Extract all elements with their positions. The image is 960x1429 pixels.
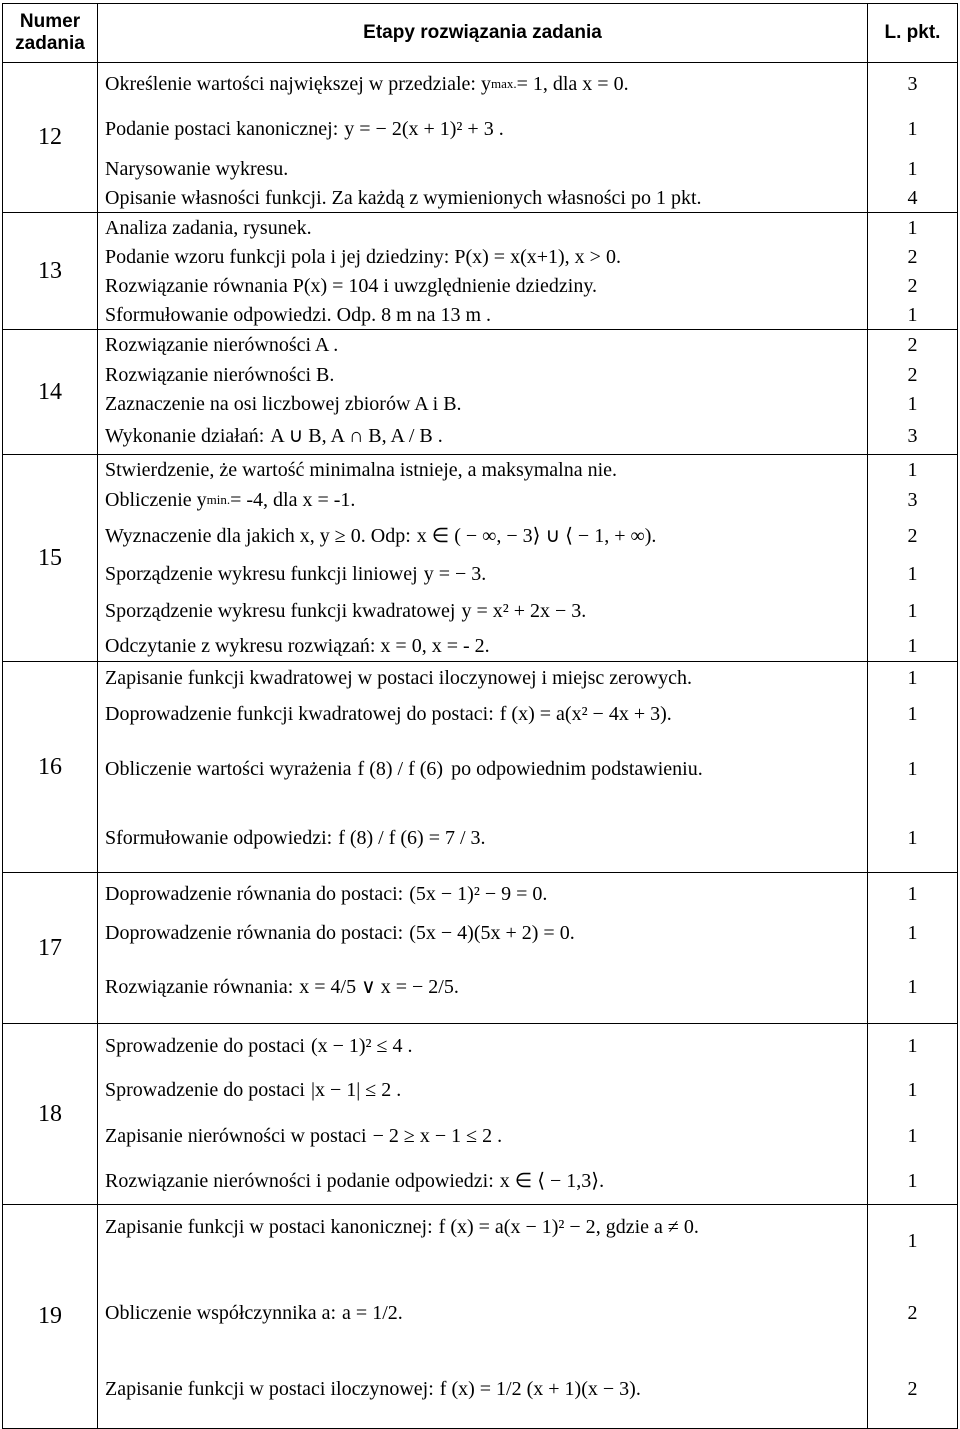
task-points: 1 2 2	[868, 1205, 958, 1429]
task-number: 14	[3, 330, 98, 455]
task-number: 17	[3, 873, 98, 1024]
task-points: 2 2 1 3	[868, 330, 958, 455]
stage-line: Odczytanie z wykresu rozwiązań: x = 0, x = - 2.	[105, 635, 490, 657]
stage-line: Sporządzenie wykresu funkcji liniowej y = − 3.	[105, 563, 487, 585]
stage-line: Obliczenie współczynnika a: a = 1/2.	[105, 1302, 403, 1324]
task-row-13	[3, 213, 958, 330]
stage-line: Obliczenie wartości wyrażenia f (8) / f (6) po odpowiednim podstawieniu.	[105, 758, 703, 780]
stage-line: Doprowadzenie równania do postaci: (5x − 4)(5x + 2) = 0.	[105, 922, 575, 944]
stage-line: Zapisanie funkcji w postaci iloczynowej: f (x) = 1/2 (x + 1)(x − 3).	[105, 1377, 641, 1400]
stage-line: Sprowadzenie do postaci (x − 1)² ≤ 4 .	[105, 1034, 413, 1057]
stage-line: Rozwiązanie nierówności A .	[105, 334, 339, 356]
stage-line: Opisanie własności funkcji. Za każdą z wymienionych własności po 1 pkt.	[105, 186, 702, 209]
points-header: L. pkt.	[868, 4, 958, 63]
task-row-16	[3, 662, 958, 873]
task-stages	[98, 1024, 868, 1205]
stage-line: Określenie wartości największej w przedziale: y max. = 1, dla x = 0.	[105, 72, 629, 95]
stage-line: Rozwiązanie równania: x = 4/5 ∨ x = − 2/5.	[105, 976, 459, 998]
task-number: 18	[3, 1024, 98, 1205]
task-points: 3 1 1 4	[868, 63, 958, 213]
task-stages	[98, 455, 868, 662]
stage-line: Doprowadzenie funkcji kwadratowej do postaci: f (x) = a(x² − 4x + 3).	[105, 703, 672, 725]
task-stages	[98, 662, 868, 873]
stage-line: Sprowadzenie do postaci |x − 1| ≤ 2 .	[105, 1079, 402, 1101]
stage-line: Podanie wzoru funkcji pola i jej dziedziny: P(x) = x(x+1), x > 0.	[105, 245, 621, 268]
stage-line: Rozwiązanie równania P(x) = 104 i uwzględnienie dziedziny.	[105, 274, 598, 297]
stage-line: Rozwiązanie nierówności B.	[105, 363, 335, 386]
task-row-12	[3, 63, 958, 213]
stage-line: Stwierdzenie, że wartość minimalna istnieje, a maksymalna nie.	[105, 459, 618, 481]
task-points: 1 1 1 1	[868, 662, 958, 873]
task-points: 1 1 1 1	[868, 1024, 958, 1205]
stage-line: Obliczenie y min. = -4, dla x = -1.	[105, 489, 356, 511]
stage-line: Zapisanie nierówności w postaci − 2 ≥ x − 1 ≤ 2 .	[105, 1124, 503, 1147]
task-number: 12	[3, 63, 98, 213]
task-row-15	[3, 455, 958, 662]
task-row-18	[3, 1024, 958, 1205]
stage-line: Zapisanie funkcji w postaci kanonicznej: f (x) = a(x − 1)² − 2, gdzie a ≠ 0.	[105, 1216, 699, 1238]
task-row-19	[3, 1205, 958, 1429]
task-stages	[98, 873, 868, 1024]
task-stages	[98, 213, 868, 330]
task-number: 13	[3, 213, 98, 330]
task-number: 15	[3, 455, 98, 662]
task-number: 16	[3, 662, 98, 873]
task-row-14	[3, 330, 958, 455]
task-number: 19	[3, 1205, 98, 1429]
stage-line: Podanie postaci kanonicznej: y = − 2(x + 1)² + 3 .	[105, 118, 504, 140]
stage-line: Sporządzenie wykresu funkcji kwadratowej y = x² + 2x − 3.	[105, 600, 587, 622]
stage-line: Wykonanie działań: A ∪ B, A ∩ B, A / B .	[105, 425, 443, 447]
stage-line: Sformułowanie odpowiedzi. Odp. 8 m na 13 m .	[105, 303, 492, 326]
task-stages	[98, 330, 868, 455]
stage-line: Wyznaczenie dla jakich x, y ≥ 0. Odp: x ∈ ( − ∞, − 3⟩ ∪ ⟨ − 1, + ∞).	[105, 525, 657, 547]
stage-line: Rozwiązanie nierówności i podanie odpowiedzi: x ∈ ⟨ − 1,3⟩.	[105, 1170, 605, 1192]
header-row	[3, 4, 958, 63]
stage-line: Zapisanie funkcji kwadratowej w postaci iloczynowej i miejsc zerowych.	[105, 667, 693, 689]
stage-line: Zaznaczenie na osi liczbowej zbiorów A i B.	[105, 392, 462, 415]
stage-line: Sformułowanie odpowiedzi: f (8) / f (6) = 7 / 3.	[105, 827, 486, 849]
task-points: 1 1 1	[868, 873, 958, 1024]
scoring-table	[2, 3, 958, 1429]
task-points: 1 3 2 1 1 1	[868, 455, 958, 662]
stage-line: Narysowanie wykresu.	[105, 157, 289, 180]
stage-line: Doprowadzenie równania do postaci: (5x − 1)² − 9 = 0.	[105, 883, 548, 905]
number-header: Numer zadania	[3, 4, 98, 63]
task-stages	[98, 63, 868, 213]
stage-line: Analiza zadania, rysunek.	[105, 216, 312, 239]
task-points: 1 2 2 1	[868, 213, 958, 330]
task-row-17	[3, 873, 958, 1024]
task-stages	[98, 1205, 868, 1429]
stages-header: Etapy rozwiązania zadania	[98, 4, 868, 63]
